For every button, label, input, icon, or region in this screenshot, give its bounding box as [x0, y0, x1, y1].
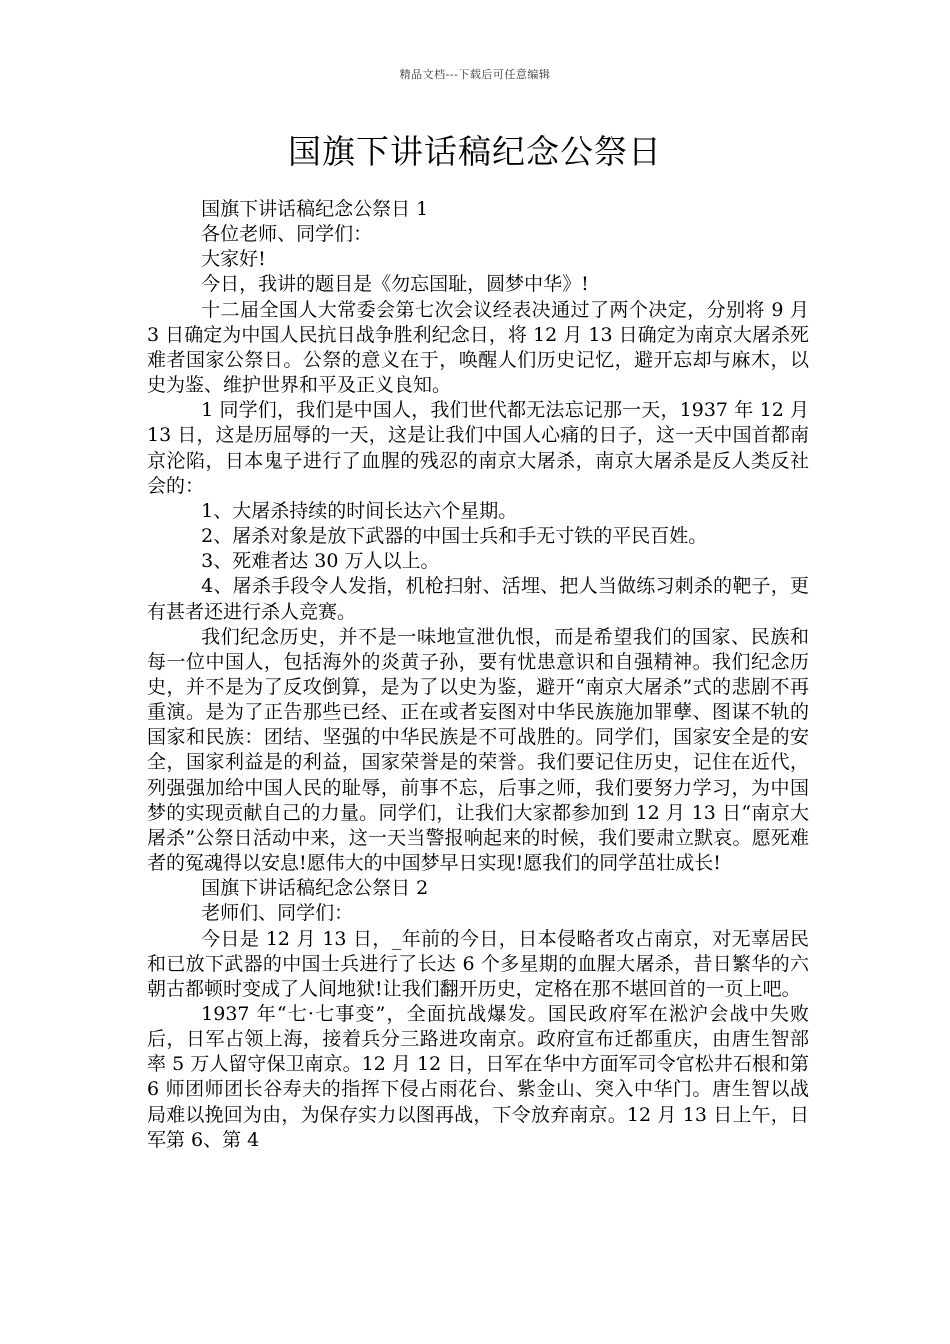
- list-item: 2、屠杀对象是放下武器的中国士兵和手无寸铁的平民百姓。: [201, 525, 708, 548]
- salutation-paragraph: 各位老师、同学们：: [201, 223, 373, 246]
- subtitle-speech-1: 国旗下讲话稿纪念公祭日 1: [201, 198, 429, 220]
- subtitle-speech-2: 国旗下讲话稿纪念公祭日 2: [201, 877, 429, 900]
- list-item: 1、大屠杀持续的时间长达六个星期。: [201, 499, 518, 522]
- document-title: 国旗下讲话稿纪念公祭日: [288, 132, 662, 171]
- greeting-paragraph: 大家好!: [201, 248, 266, 271]
- list-item: 4、屠杀手段令人发指，机枪扫射、活埋、把人当做练习刺杀的靶子，更有甚者还进行杀人竞赛。: [147, 575, 809, 623]
- body-paragraph: 我们纪念历史，并不是一味地宣泄仇恨，而是希望我们的国家、民族和每一位中国人，包括海外的炎黄子孙，要有忧患意识和自强精神。我们纪念历史，并不是为了反攻倒算，是为了以史为鉴，避开“南京大屠杀”式的悲剧不再重演。是为了正告那些已经、正在或者妄图对中华民族施加罪孽、图谋不轨的国家和民族：团结、坚强的中华民族是不可战胜的。同学们，国家安全是的安全，国家利益是的利益，国家荣誉是的荣誉。我们要记住历史，记住在近代，列强强加给中国人民的耻辱，前事不忘，后事之师，我们要努力学习，为中国梦的实现贡献自己的力量。同学们，让我们大家都参加到 12 月 13 日“南京大屠杀”公祭日活动中来，这一天当警报响起来的时候，我们要肃立默哀。愿死难者的冤魂得以安息!愿伟大的中国梦早日实现!愿我们的同学茁壮成长!: [147, 625, 809, 875]
- body-paragraph: 十二届全国人大常委会第七次会议经表决通过了两个决定，分别将 9 月 3 日确定为中国人民抗日战争胜利纪念日，将 12 月 13 日确定为南京大屠杀死难者国家公祭日。公祭的意义在于，唤醒人们历史记忆，避开忘却与麻木，以史为鉴、维护世界和平及正义良知。: [147, 298, 809, 397]
- body-paragraph: 1937 年“七·七事变”，全面抗战爆发。国民政府军在淞沪会战中失败后，日军占领上海，接着兵分三路进攻南京。政府宣布迁都重庆，由唐生智部率 5 万人留守保卫南京。12 月 12 日，日军在华中方面军司令官松井石根和第 6 师团师团长谷寿夫的指挥下侵占雨花台、紫金山、突入中华门。唐生智以战局难以挽回为由，为保存实力以图再战，下令放弃南京。12 月 13 日上午，日军第 6、第 4: [147, 1003, 809, 1151]
- body-paragraph: 1 同学们，我们是中国人，我们世代都无法忘记那一天，1937 年 12 月 13 日，这是历屈辱的一天，这是让我们中国人心痛的日子，这一天中国首都南京沦陷，日本鬼子进行了血腥的残忍的南京大屠杀，南京大屠杀是反人类反社会的：: [147, 399, 809, 497]
- body-paragraph: 今日是 12 月 13 日，_年前的今日，日本侵略者攻占南京，对无辜居民和已放下武器的中国士兵进行了长达 6 个多星期的血腥大屠杀，昔日繁华的六朝古都顿时变成了人间地狱!让我们翻开历史，定格在那不堪回首的一页上吧。: [147, 927, 809, 1000]
- document-body: [147, 197, 809, 1153]
- list-item: 3、死难者达 30 万人以上。: [201, 550, 440, 573]
- salutation-paragraph: 老师们、同学们：: [201, 902, 354, 925]
- topic-paragraph: 今日，我讲的题目是《勿忘国耻，圆梦中华》!: [201, 273, 589, 296]
- header-note: 精品文档---下载后可任意编辑: [399, 68, 551, 81]
